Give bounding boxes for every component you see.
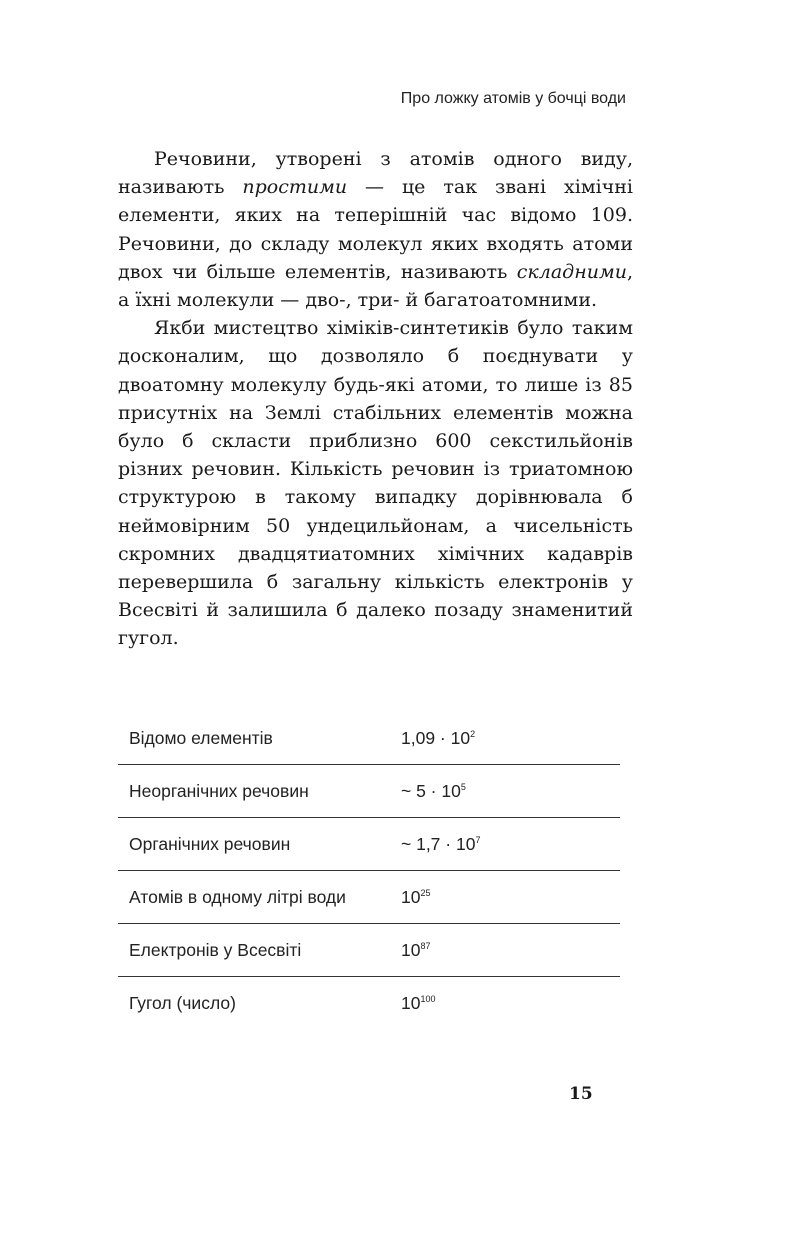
row-value [399,712,620,765]
paragraph-simple-complex [118,145,633,314]
value-exponent: 2 [470,728,476,739]
value-base: 1,09 · 10 [401,727,471,748]
table-row [118,765,620,818]
term-simple: простими [242,176,348,199]
row-label: Органічних речовин [118,818,399,871]
value-exponent: 87 [420,940,431,951]
table-row [118,924,620,977]
paragraph-text: — це так звані хімічні елементи, яких на теперішній час відомо 109. Речовини, до складу молекул яких входять атоми двох чи більше елементів, називають [118,176,634,283]
value-exponent: 25 [420,887,431,898]
row-label: Гугол (число) [129,992,236,1013]
row-label: Електронів у Всесвіті [118,924,399,977]
value-base: 10 [401,939,421,960]
body-text [118,145,633,653]
paragraph-synthetic-chemists: Якби мистецтво хіміків-синтетиків було таким досконалим, що дозволяло б поєднувати у двоатомну молекулу будь-які атоми, то лише із 85 присутніх на Землі стабільних елементів можна було б скласти приблизно 600 секстильйонів різних речовин. Кількість речовин із триатомною структурою в такому випадку дорівнювала б неймовірним 50 ундецильйонам, а чисельність скромних двадцятиатомних хімічних кадаврів перевершила б загальну кількість електронів у Всесвіті й залишила б далеко позаду знаменитий гугол. [118,317,633,650]
running-head: Про ложку атомів у бочці води [400,90,626,107]
value-base: 10 [401,886,421,907]
paragraph-text: Речовини, утворені з атомів одного виду, називають [118,148,633,199]
paragraph-text: , а їхні молекули — дво-, три- й багатоатомними. [118,260,633,312]
row-label: Атомів в одному літрі води [118,871,399,924]
table-row [118,712,620,765]
value-exponent: 5 [460,781,466,792]
term-complex: складними [516,260,627,283]
row-value [399,871,620,924]
value-base: ~ 1,7 · 10 [401,833,476,854]
page-number: 15 [569,1084,593,1104]
row-value [399,765,620,818]
facts-table [118,712,620,1029]
row-value [399,977,620,1030]
table-row [118,871,620,924]
row-label: Відомо елементів [118,712,399,765]
row-value [399,818,620,871]
value-exponent: 7 [475,834,481,845]
table-row [118,977,620,1030]
value-base: 10 [401,992,421,1013]
row-value [399,924,620,977]
value-base: ~ 5 · 10 [401,780,461,801]
value-exponent: 100 [420,993,436,1004]
row-label: Неорганічних речовин [118,765,399,818]
table-row [118,818,620,871]
